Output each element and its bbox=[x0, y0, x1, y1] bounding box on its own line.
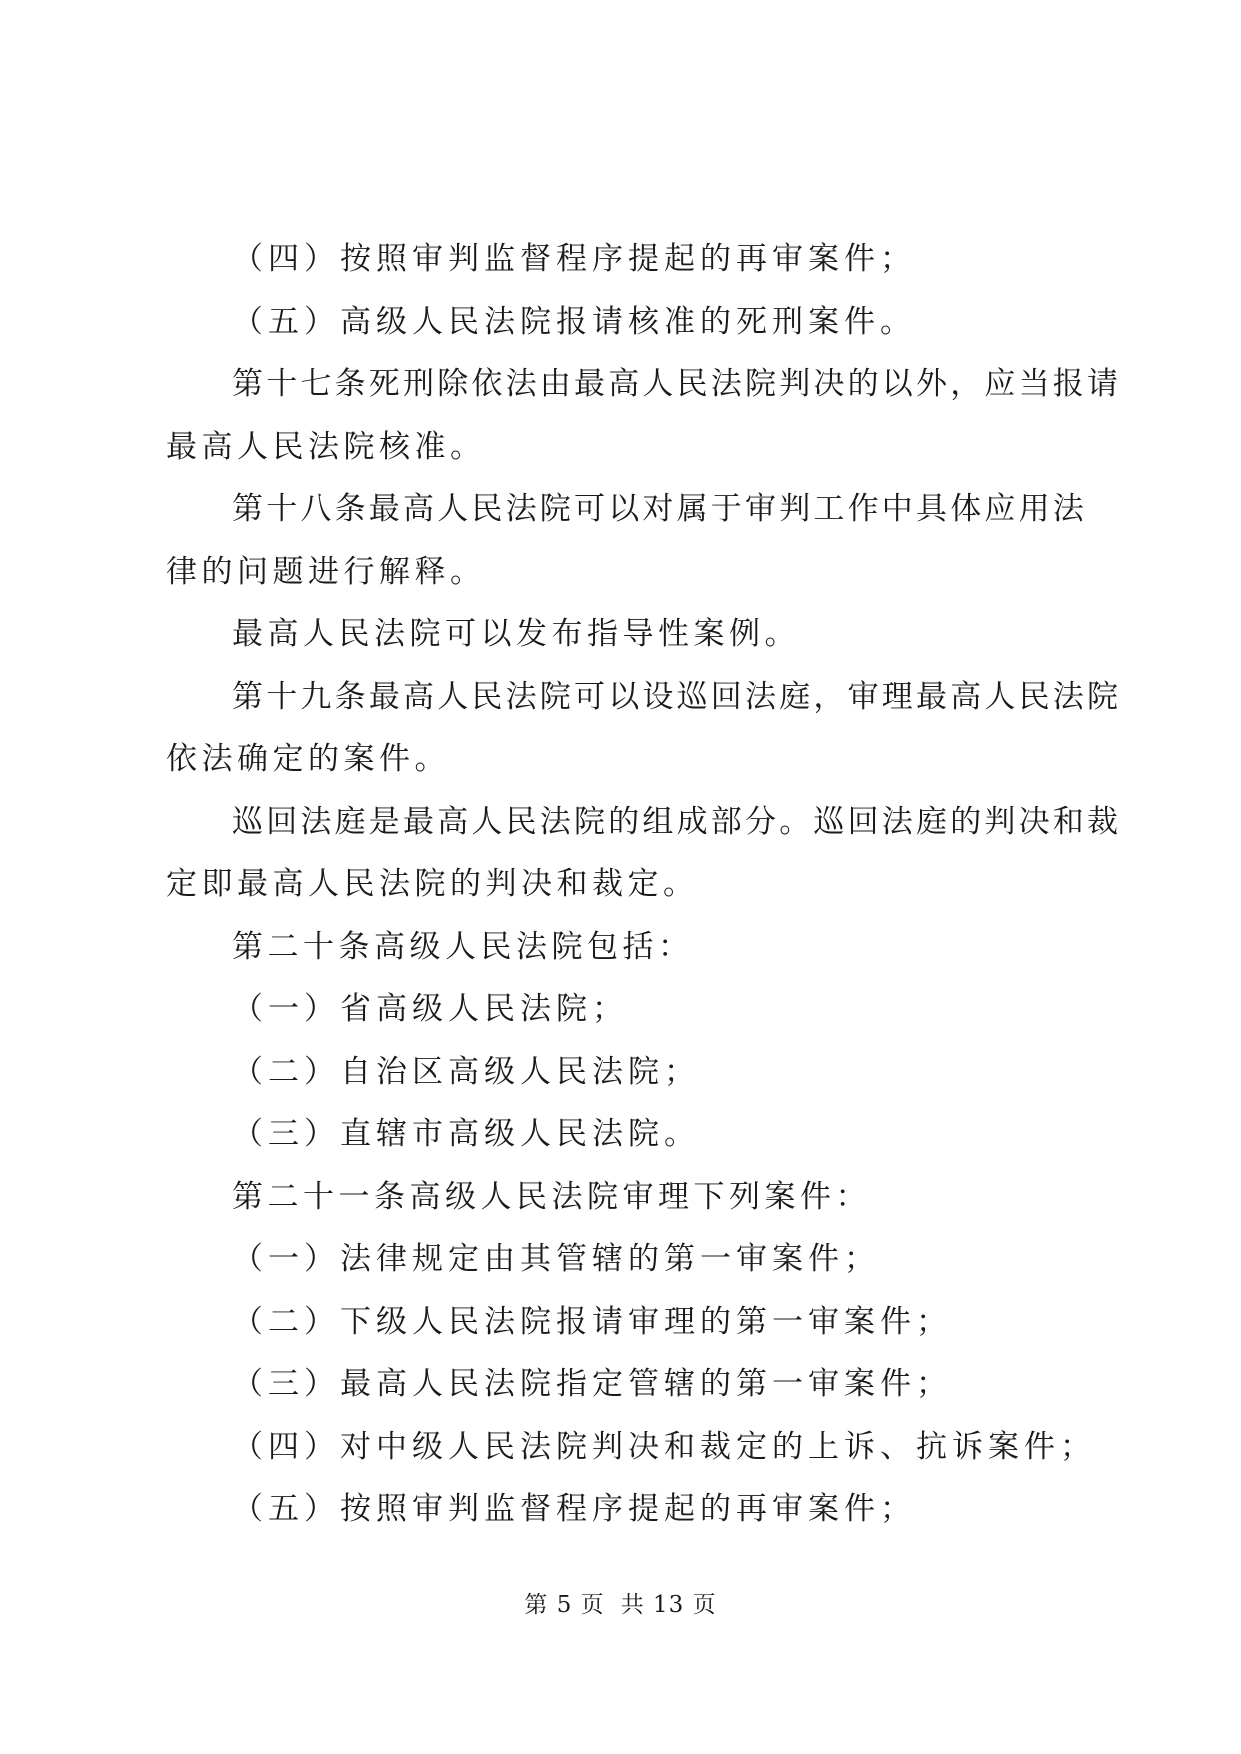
paragraph-line: 第十九条最高人民法院可以设巡回法庭，审理最高人民法院 bbox=[232, 678, 1122, 715]
list-item: （一）法律规定由其管辖的第一审案件； bbox=[232, 1241, 880, 1277]
paragraph-line: 律的问题进行解释。 bbox=[166, 553, 486, 590]
list-item: （一）省高级人民法院； bbox=[232, 991, 628, 1027]
document-body bbox=[166, 228, 1122, 1541]
list-item: （五）按照审判监督程序提起的再审案件； bbox=[232, 1491, 916, 1527]
page-total: 共 13 页 bbox=[620, 1592, 717, 1618]
list-item: （五）高级人民法院报请核准的死刑案件。 bbox=[232, 303, 916, 340]
paragraph-line: 最高人民法院可以发布指导性案例。 bbox=[232, 616, 800, 652]
page-footer bbox=[0, 1586, 1241, 1619]
paragraph-line: 第二十条高级人民法院包括： bbox=[232, 928, 694, 965]
paragraph-line: 第十七条死刑除依法由最高人民法院判决的以外，应当报请 bbox=[232, 366, 1122, 402]
list-item: （三）最高人民法院指定管辖的第一审案件； bbox=[232, 1366, 952, 1402]
paragraph-line: 定即最高人民法院的判决和裁定。 bbox=[166, 866, 699, 902]
list-item: （四）按照审判监督程序提起的再审案件； bbox=[232, 241, 916, 277]
list-item: （二）自治区高级人民法院； bbox=[232, 1053, 700, 1090]
paragraph-line: 第二十一条高级人民法院审理下列案件： bbox=[232, 1178, 871, 1215]
list-item: （三）直辖市高级人民法院。 bbox=[232, 1116, 700, 1152]
list-item: （二）下级人民法院报请审理的第一审案件； bbox=[232, 1303, 952, 1340]
list-item: （四）对中级人民法院判决和裁定的上诉、抗诉案件； bbox=[232, 1428, 1096, 1465]
paragraph-line: 第十八条最高人民法院可以对属于审判工作中具体应用法 bbox=[232, 491, 1087, 527]
page-number: 第 5 页 bbox=[524, 1592, 605, 1618]
paragraph-line: 巡回法庭是最高人民法院的组成部分。巡回法庭的判决和裁 bbox=[232, 803, 1122, 840]
paragraph-line: 依法确定的案件。 bbox=[166, 741, 450, 777]
paragraph-line: 最高人民法院核准。 bbox=[166, 428, 486, 465]
